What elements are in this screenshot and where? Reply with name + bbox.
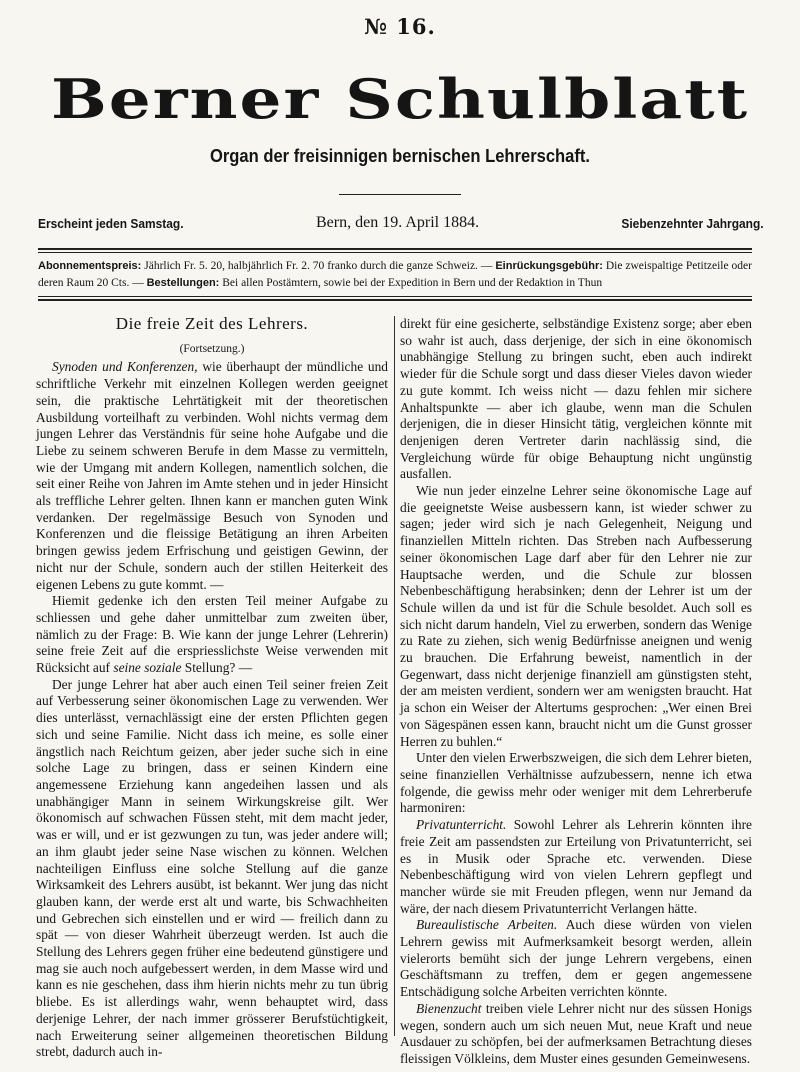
paragraph: Bienenzucht treiben viele Lehrer nicht nur des süssen Honigs wegen, sondern auch um sich neuen Mut, neue Kraft und neue Ausdauer zu schöpfen, bei der aufmerksamen Betrachtung dieses fleissigen Völkleins, dem Muster eines gesunden Gemeinwesens. [400, 1000, 752, 1066]
subscription-label: Abonnementspreis: [38, 260, 142, 272]
divider [38, 296, 752, 297]
paragraph: Hiemit gedenke ich den ersten Teil meiner Aufgabe zu schliessen und gehe daher unmittelbar zum zweiten über, nämlich zu der Frage: B. Wie kann der junge Lehrer (Lehrerin) seine freie Zeit auf die erspriesslichste Weise verwenden mit Rücksicht auf seine soziale Stellung? — [36, 593, 388, 676]
paragraph: Bureaulistische Arbeiten. Auch diese würden von vielen Lehrern gewiss mit Aufmerksamkeit besorgt werden, allein vielerorts bemüht sich der junge Lehrern vergebens, einen Geschäftsmann zu treffen, dem er gegen angemessene Entschädigung solche Arbeiten verrichten könnte. [400, 917, 752, 1000]
article-column-left [36, 316, 388, 1061]
divider [38, 248, 752, 250]
paragraph: Unter den vielen Erwerbszweigen, die sich dem Lehrer bieten, seine finanziellen Verhältnisse aufzubessern, nenne ich etwa folgende, die gewiss mehr oder weniger mit dem Lehrerberufe harmoniren: [400, 750, 752, 816]
paragraph: Wie nun jeder einzelne Lehrer seine ökonomische Lage auf die geeignetste Weise ausbessern kann, ist wieder schwer zu sagen; jeder wird sich je nach Gelegenheit, Neigung und finanziellen Mitteln richten. Das Streben nach Aufbesserung seiner ökonomischen Lage darf aber für den Lehrer nie zur Hauptsache werden, und die Schule zur blossen Nebenbeschäftigung herabsinken; denn der Lehrer ist um der Schule willen da und ist für die Schule besoldet. Auch soll es sich nicht darum handeln, Viel zu erwerben, sondern das Wenige zu Rate zu ziehen, sich wenig Bedürfnisse aneignen und wenig zu brauchen. Die Erfahrung beweist, namentlich in der Gegenwart, dass nicht derjenige finanziell am günstigsten steht, der am meisten verdient, sondern wer am wenigsten braucht. Hat ja schon ein Weiser der Altertums gesprochen: „Wer einen Brei von Sägespänen essen kann, braucht nicht um die Gunst grosser Herren zu buhlen.“ [400, 483, 752, 749]
paragraph: direkt für eine gesicherte, selbständige Existenz sorge; aber eben so wahr ist auch, dass derjenige, der sich in eine ökonomisch unabhängige Stellung zu bringen sucht, eben auch indirekt wieder für die Schule sorgt und dass dieser Vieles davon wieder zu gute kommt. Ich weiss nicht — dazu fehlen mir sichere Anhaltspunkte — aber ich glaube, wenn man die Schulen derjenigen, die in dieser Hinsicht tätig, vergleichen könnte mit denjenigen deren Vertreter darin nachlässig sind, die Vergleichung würde für obige Behauptung nicht ungünstig ausfallen. [400, 316, 752, 482]
divider [339, 194, 461, 195]
divider [38, 299, 752, 301]
masthead-subtitle: Organ der freisinnigen bernischen Lehrerschaft. [209, 146, 591, 166]
subscription-info: Abonnementspreis: Jährlich Fr. 5. 20, halbjährlich Fr. 2. 70 franko durch die ganze Schweiz. — Einrückungsgebühr: Die zweispaltige Petitzeile oder deren Raum 20 Cts. — Bestellungen: Bei allen Postämtern, sowie bei der Expedition in Bern und der Redaktion in Thun [38, 260, 752, 289]
issue-number: № 16. [364, 14, 436, 39]
article-column-right [400, 316, 752, 1068]
advertising-label: Einrückungsgebühr: [495, 260, 603, 272]
column-divider [394, 316, 395, 1036]
divider [38, 252, 752, 253]
paragraph: Privatunterricht. Sowohl Lehrer als Lehrerin könnten ihre freie Zeit am passendsten zur Erteilung von Privatunterricht, sei es in Musik oder Sprache etc. verwenden. Diese Nebenbeschäftigung wird von vielen Lehrern gepflegt und mancher würde sie mit Freuden pflegen, wenn nur Jemand da wäre, der nach diesem Privatunterricht Verlangen hätte. [400, 817, 752, 916]
masthead-title: Berner Schulblatt [50, 67, 750, 131]
continuation-note: (Fortsetzung.) [179, 342, 245, 355]
info-line [38, 214, 764, 236]
paragraph: Der junge Lehrer hat aber auch einen Teil seiner freien Zeit auf Verbesserung seiner ökonomischen Lage zu verwenden. Wer dies unterlässt, vernachlässigt eine der ersten Pflichten gegen sich und seine Familie. Nicht dass ich meine, es solle einer ängstlich nach Reichtum geizen, aber jeder suche sich in eine solche Lage zu bringen, dass er seinen Kindern eine angemessene Erziehung kann angedeihen lassen und als unabhängiger Mann in seinem Wirkungskreise gilt. Wer ökonomisch auf schwachen Füssen steht, mit dem macht jeder, was er will, und er ist gezwungen zu tun, was jeder andere will; an ihm glaubt jeder seine Nase wischen zu können. Welchen nachteiligen Einfluss eine solche Stellung auf die ganze Wirksamkeit des Lehrers ausübt, ist bekannt. Wer jung das nicht glauben kann, der werde erst alt und warte, bis Schwachheiten und Gebrechen sich einstellen und er wird — freilich dann zu spät — von dieser Wahrheit überzeugt werden. Ist auch die Stellung des Lehrers gegen früher eine bedeutend günstigere und mag sie auch noch aufgebessert werden, in dem Masse wird und kann es nie geschehen, dass ihm hierin nichts mehr zu tun übrig bliebe. Es ist allerdings wahr, wenn behauptet wird, dass derjenige Lehrer, der nach immer grösserer Berufstüchtigkeit, nach Erweiterung seiner allgemeinen theoretischen Bildung strebt, dadurch auch in- [36, 676, 388, 1060]
orders-label: Bestellungen: [146, 277, 220, 289]
publication-frequency: Erscheint jeden Samstag. [38, 216, 184, 231]
volume-year: Siebenzehnter Jahrgang. [621, 216, 764, 231]
article-title: Die freie Zeit des Lehrers. [115, 314, 309, 333]
dateline: Bern, den 19. April 1884. [316, 214, 480, 231]
paragraph: Synoden und Konferenzen, wie überhaupt der mündliche und schriftliche Verkehr mit einzelnen Kollegen werden geeignet sein, die praktische Lehrtätigkeit mit der theoretischen Ausbildung vorteilhaft zu verbinden. Wohl nichts vermag dem jungen Lehrer das Verständnis für seine hohe Aufgabe und die Liebe zu seinem schweren Berufe in dem Masse zu vermitteln, wie der Umgang mit andern Kollegen, namentlich solchen, die seit einer Reihe von Jahren im Amte stehen und in jeder Hinsicht als treffliche Lehrer gelten. Ihnen kann er manchen guten Wink verdanken. Der regelmässige Besuch von Synoden und Konferenzen und die fleissige Betätigung an ihren Arbeiten bringen gewiss jedem Erfrischung und geistigen Gewinn, der nicht nur der Schule, sondern auch der stillen Heiterkeit des eigenen Lebens zu gute kommt. — [36, 359, 389, 592]
